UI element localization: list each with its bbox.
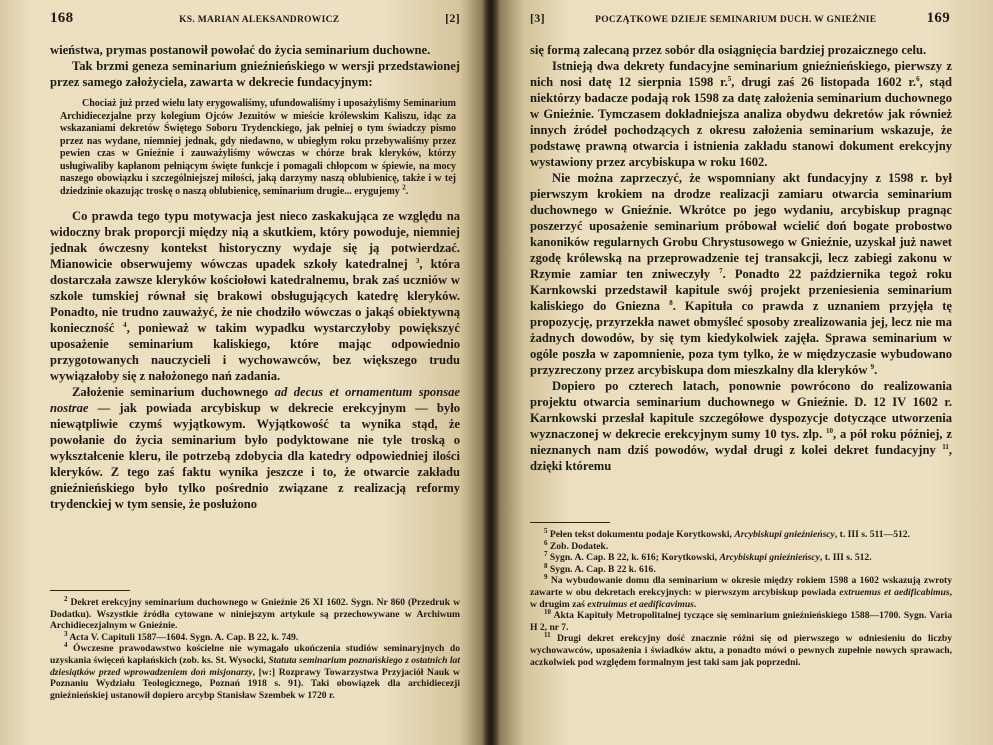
footnote: $^2$ Dekret erekcyjny seminarium duchownego w Gnieźnie 26 XI 1602. Sygn. Nr 860 (Przedruk w Dodatku). Wszystkie źródła cytowane w niniejszym artykule są przechowywane w Archiwum Archidiecezjalnym w Gnieźnie. bbox=[50, 594, 460, 632]
paragraph: Nie można zaprzeczyć, że wspomniany akt fundacyjny z 1598 r. był pierwszym krokiem na drodze realizacji zamiaru otwarcia seminarium duchownego w Gnieźnie. Wkrótce po jego wydaniu, arcybiskup pragnąc poszerzyć uposażenie seminarium próbował wcielić doń bogate probostwo kanoników regularnych Grobu Chrystusowego w Gnieźnie, uzyskał już nawet zgodę królewską na przeprowadzenie tej transakcji, lecz zabiegi zakonu w Rzymie zamiar ten zniweczyły $^7$. Ponadto 22 października tegoż roku Karnkowski przedstawił kapitule swój projekt przeniesienia seminarium kaliskiego do Gniezna $^8$. Kapituła co prawda z uznaniem przyjęła tę propozycję, przyrzekła nawet obmyśleć sposoby zrealizowania jej, lecz nie ma żadnych dowodów, by się tym kiedykolwiek zajęła. Sprawa seminarium w ogóle poszła w zapomnienie, poza tym tylko, że w międzyczasie wybudowano przyzreczony przez arcybiskupa dom mieszkalny dla kleryków $^9$. bbox=[530, 171, 952, 377]
footnote: $^7$ Sygn. A. Cap. B 22, k. 616; Korytkowski, Arcybiskupi gnieźnieńscy, t. III s. 512. bbox=[544, 550, 872, 564]
paragraph: Dopiero po czterech latach, ponownie powrócono do realizowania projektu otwarcia seminarium duchownego w Gnieźnie. D. 12 IV 1602 r. Karnkowski przesłał kapitule szczegółowe dyspozycje dotyczące utworzenia wyznaczonej w dekrecie erekcyjnym sumy 10 tys. zlp. $^{10}$, a pół roku później, z nieznanych nam dziś powodów, wydał drugi z kolei dekret fundacyjny $^{11}$, dzięki któremu bbox=[530, 379, 952, 473]
paragraph: się formą zalecaną przez sobór dla osiągnięcia bardziej prozaicznego celu. bbox=[530, 43, 927, 57]
quote-text: Chociaż już przed wielu laty erygowaliśmy, ufundowaliśmy i uposażyliśmy Seminarium Archidiecezjalne przy kolegium Ojców Jezuitów w mieście królewskim Kaliszu, idąc za wskazaniami dekretów Świętego Soboru Trydenckiego, jak pełniej o tym świadczy pismo przez nas wydane, niemniej jednak, gdy niedawno, w ubiegłym roku przebywaliśmy przez pewien czas w Gnieźnie i zauważyliśmy wówczas w chórze brak kleryków, którzy usługiwaliby kapłanom pełniącym święte funkcje i pomagali chłopcom w śpiewie, na mocy naszego obowiązku i szczególniejszej miłości, jaką darzymy naszą oblubienicę, także i w tej dziedzinie okazując troskę o naszą oblubienicę, seminarium drugie... erygujemy bbox=[60, 98, 456, 197]
left-page-number: 168 bbox=[50, 10, 74, 26]
footnote: $^4$ Ówczesne prawodawstwo kościelne nie wymagało ukończenia studiów seminaryjnych do uzyskania święceń kapłańskich (zob. ks. St. Wysocki, Statuta seminarium poznańskiego z ostatnich lat dziesiątków przed wprowadzeniem doń misjonarzy, [w:] Rozprawy Towarzystwa Przyjaciół Nauk w Poznaniu Wydziału Teologicznego, Poznań 1918 s. 91). Taki obowiązek dla archidiecezji gnieźnieńskiej ustanowił dopiero arcybp Stanisław Szembek w 1720 r. bbox=[50, 641, 460, 701]
right-running-title: POCZĄTKOWE DZIEJE SEMINARIUM DUCH. W GNIEŹNIE bbox=[595, 15, 877, 25]
left-section-marker: [2] bbox=[445, 11, 460, 25]
left-running-head bbox=[50, 10, 460, 32]
footnote-ref: 6 bbox=[916, 74, 920, 83]
footnote-ref: 3 bbox=[415, 256, 420, 265]
footnote-ref: 8 bbox=[669, 298, 673, 307]
right-footnotes bbox=[530, 512, 952, 668]
footnote: $^9$ Na wybudowanie domu dla seminarium w okresie między rokiem 1598 a 1602 wskazują zwroty zawarte w obu dekretach erekcyjnych: w pierwszym arcybiskup powiada extruemus et aedificabimus, w drugim zaś extruimus et aedificavimus. bbox=[530, 573, 952, 610]
footnote-rule bbox=[530, 522, 610, 523]
footnote-ref: 10 bbox=[826, 426, 834, 435]
paragraph: wieństwa, prymas postanowił powołać do życia seminarium duchowne. bbox=[50, 43, 431, 57]
left-page bbox=[0, 0, 490, 745]
footnote: $^3$ Acta V. Capituli 1587—1604. Sygn. A. Cap. B 22, k. 749. bbox=[64, 629, 299, 643]
footnote-ref: 9 bbox=[870, 362, 875, 371]
paragraph: Tak brzmi geneza seminarium gnieźnieńskiego w wersji przedstawionej przez samego założyciela, zawarta w dekrecie fundacyjnym: bbox=[50, 59, 460, 89]
right-body-text bbox=[530, 42, 952, 474]
footnote: $^{10}$ Akta Kapituły Metropolitalnej tyczące się seminarium gnieźnieńskiego 1588—1700. Sygn. Varia H 2, nr 7. bbox=[530, 607, 952, 633]
footnote-ref: 7 bbox=[719, 266, 723, 275]
footnote: $^5$ Pełen tekst dokumentu podaje Korytkowski, Arcybiskupi gnieźnieńscy, t. III s. 511—512. bbox=[544, 526, 910, 540]
book-gutter bbox=[482, 0, 500, 745]
left-running-title: KS. MARIAN ALEKSANDROWICZ bbox=[179, 15, 340, 25]
block-quote: Chociaż już przed wielu laty erygowaliśmy, ufundowaliśmy i uposażyliśmy Seminarium Archidiecezjalne przy kolegium Ojców Jezuitów w mieście królewskim Kaliszu, idąc za wskazaniami dekretów Świętego Soboru Trydenckiego, jak pełniej o tym świadczy pismo przez nas wydane, niemniej jednak, gdy niedawno, w ubiegłym roku przebywaliśmy przez pewien czas w Gnieźnie i zauważyliśmy wówczas w chórze brak kleryków, którzy usługiwaliby kapłanom pełniącym święte funkcje i pomagali chłopcom w śpiewie, na mocy naszego obowiązku i szczególniejszej miłości, jaką darzymy naszą oblubienicę, także i w tej dziedzinie okazując troskę o naszą oblubienicę, seminarium drugie... erygujemy $^2$. bbox=[60, 98, 456, 197]
left-body-text bbox=[50, 42, 460, 512]
footnote-ref: 2 bbox=[402, 183, 406, 192]
footnote: $^6$ Zob. Dodatek. bbox=[544, 538, 609, 552]
footnote-ref: 5 bbox=[727, 74, 732, 83]
right-section-marker: [3] bbox=[530, 11, 545, 25]
right-page-number: 169 bbox=[926, 10, 950, 26]
paragraph: Istnieją dwa dekrety fundacyjne seminarium gnieźnieńskiego, pierwszy z nich nosi datę 12 sierpnia 1598 r.$^5$, drugi zaś 26 listopada 1602 r.$^6$, stąd niektórzy badacze podają rok 1598 za datę założenia seminarium duchownego w Gnieźnie. Tymczasem dokładniejsza analiza obydwu dekretów jak również innych źródeł pochodzących z okresu założenia seminarium wskazuje, że podstawę prawną otwarcia i istnienia zakładu stanowi dokument erekcyjny wystawiony przez arcybiskupa w roku 1602. bbox=[530, 59, 952, 169]
footnote-ref: 11 bbox=[942, 442, 949, 451]
footnote: $^{11}$ Drugi dekret erekcyjny dość znacznie różni się od pierwszego w odniesieniu do liczby wychowawców, uposażenia i świadków aktu, a ponadto mówi o pewnych zupełnie nowych sprawach, aczkolwiek pod względem formalnym jest taki sam jak poprzedni. bbox=[530, 631, 952, 668]
left-footnotes bbox=[50, 580, 460, 701]
paragraph: Co prawda tego typu motywacja jest nieco zaskakująca ze względu na widoczny brak proporcji między nią a skutkiem, który powoduje, niemniej jednak ówczesny kontekst historyczny wydaje się ją potwierdzać. Mianowicie obserwujemy wówczas upadek szkoły katedralnej $^3$, która dostarczała zawsze kleryków kościołowi katedralnemu, brak zaś uczniów w szkole tumskiej równał się brakowi obsługujących katedrę kleryków. Ponadto, nie trudno zauważyć, że nie chodziło wówczas o jakąś obiektywną konieczność $^4$, ponieważ w takim wypadku wystarczyłoby powiększyć uposażenie seminarium kaliskiego, które mając odpowiednio przygotowanych nauczycieli i wychowawców, bez większego trudu wywiązałoby się z nałożonego nań zadania. bbox=[50, 209, 460, 383]
footnote: $^8$ Sygn. A. Cap. B 22 k. 616. bbox=[544, 561, 656, 575]
right-running-head bbox=[530, 10, 950, 32]
paragraph: Założenie seminarium duchownego ad decus et ornamentum sponsae nostrae — jak powiada arcybiskup w dekrecie erekcyjnym — było niewątpliwie czymś wyjątkowym. Wyjątkowość ta wynika stąd, że powołanie do życia seminarium było podyktowane nie tyle troską o wykształcenie kleru, ile potrzebą zdobycia dla katedry odpowiedniej ilości kleryków. Z tego zaś faktu wynika jeszcze i to, że otwarcie zakładu gnieźnieńskiego było tylko pośrednio związane z realizacją reformy trydenckiej w tym sensie, że posłużono bbox=[50, 385, 460, 511]
footnote-ref: 4 bbox=[123, 320, 127, 329]
right-page bbox=[490, 0, 993, 745]
footnote-rule bbox=[50, 590, 130, 591]
